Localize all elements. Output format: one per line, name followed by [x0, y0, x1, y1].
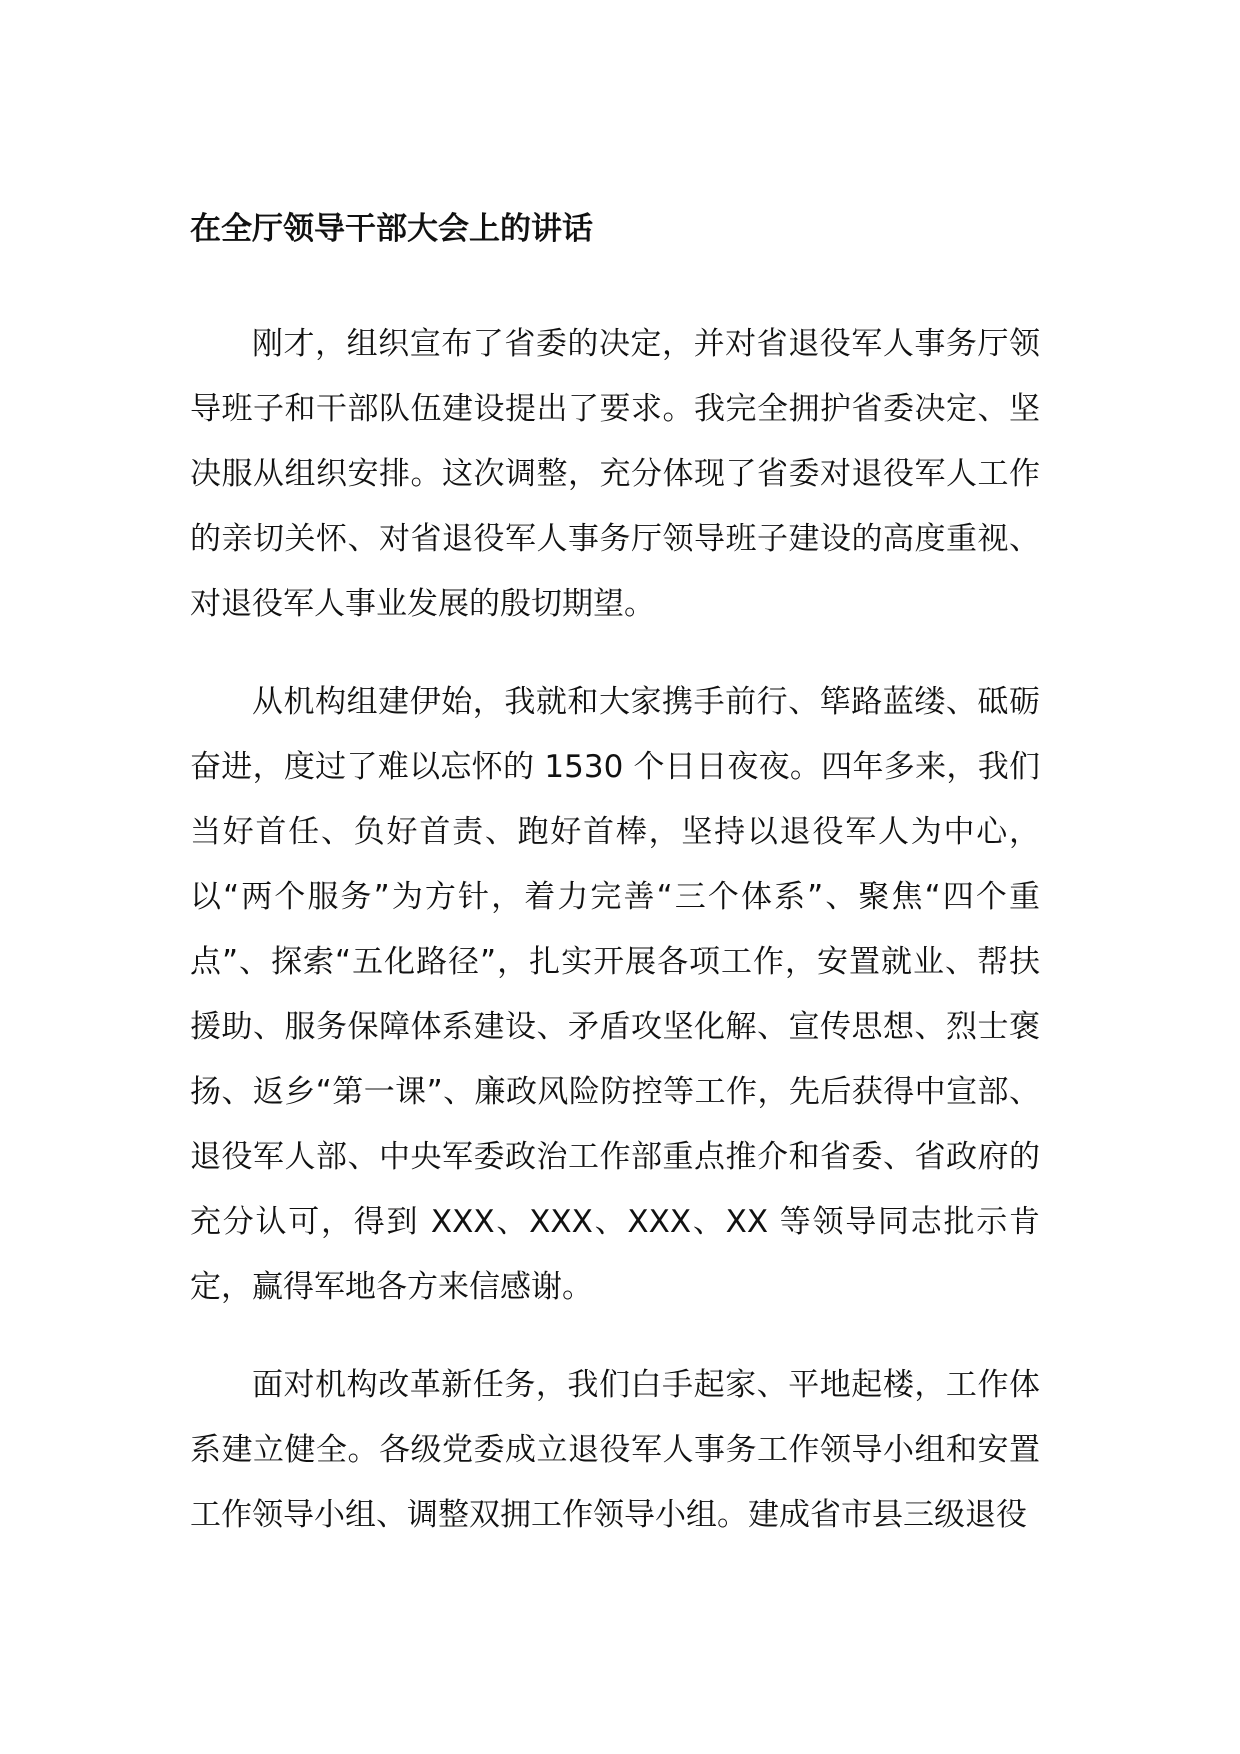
- document-title: 在全厅领导干部大会上的讲话: [190, 211, 593, 247]
- document-body: [190, 312, 1040, 1581]
- paragraph-1: 刚才，组织宣布了省委的决定，并对省退役军人事务厅领导班子和干部队伍建设提出了要求。我完全拥护省委决定、坚决服从组织安排。这次调整，充分体现了省委对退役军人工作的亲切关怀、对省退役军人事务厅领导班子建设的高度重视、对退役军人事业发展的殷切期望。: [190, 326, 1040, 622]
- paragraph-2: 从机构组建伊始，我就和大家携手前行、筚路蓝缕、砥砺奋进，度过了难以忘怀的 1530 个日日夜夜。四年多来，我们当好首任、负好首责、跑好首棒，坚持以退役军人为中心，以“两个服务”为方针，着力完善“三个体系”、聚焦“四个重点”、探索“五化路径”，扎实开展各项工作，安置就业、帮扶援助、服务保障体系建设、矛盾攻坚化解、宣传思想、烈士褒扬、返乡“第一课”、廉政风险防控等工作，先后获得中宣部、退役军人部、中央军委政治工作部重点推介和省委、省政府的充分认可，得到 XXX、XXX、XXX、XX 等领导同志批示肯定，赢得军地各方来信感谢。: [190, 684, 1040, 1305]
- paragraph-3: 面对机构改革新任务，我们白手起家、平地起楼，工作体系建立健全。各级党委成立退役军人事务工作领导小组和安置工作领导小组、调整双拥工作领导小组。建成省市县三级退役: [190, 1367, 1040, 1533]
